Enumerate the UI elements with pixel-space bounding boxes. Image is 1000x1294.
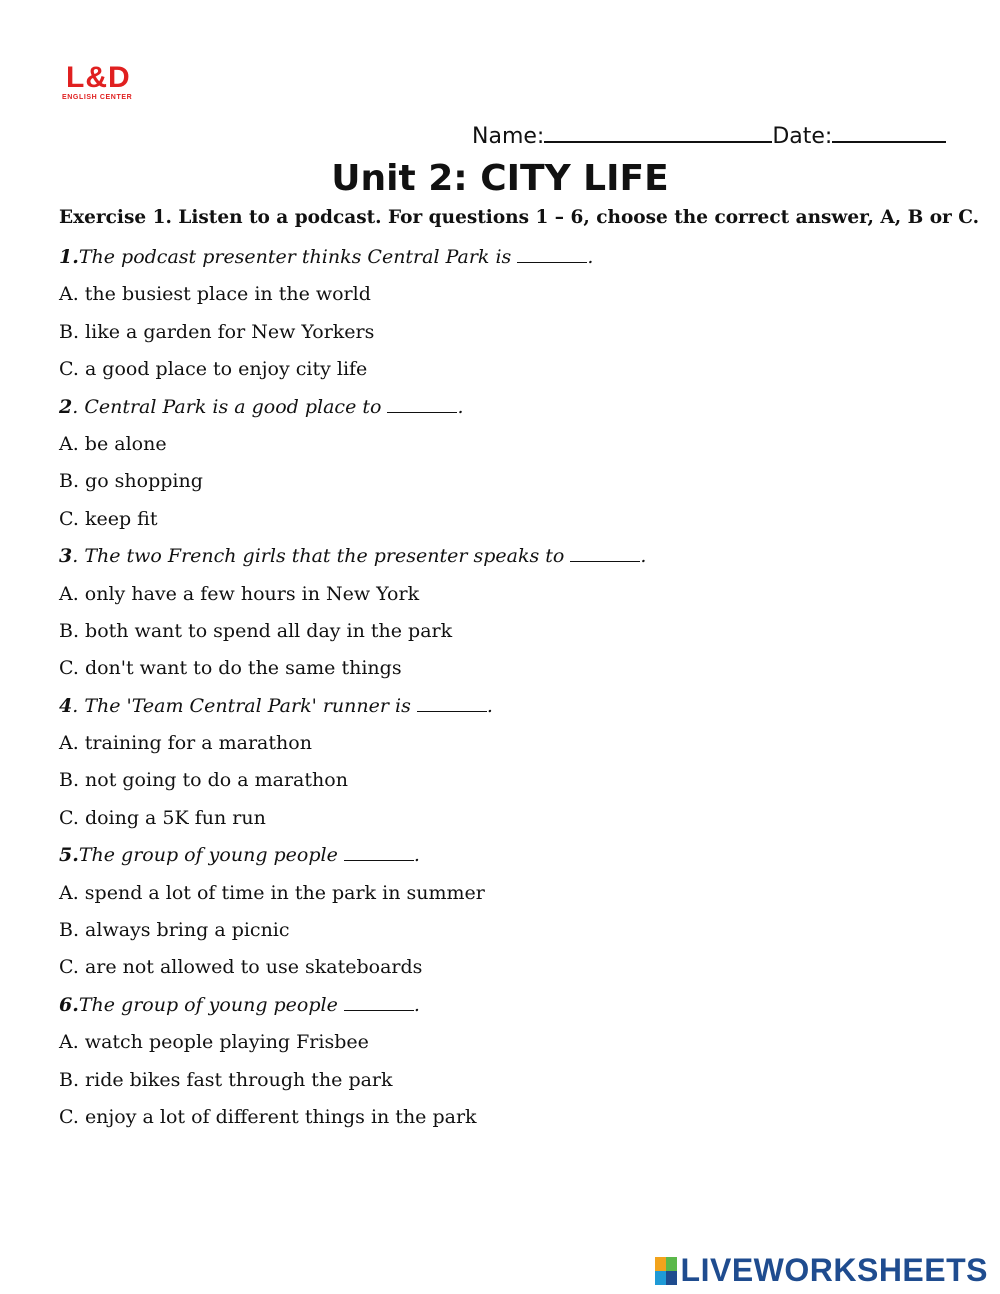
question-stem: The podcast presenter thinks Central Park is xyxy=(78,246,512,268)
answer-blank[interactable] xyxy=(344,992,414,1011)
option-5-a[interactable]: A. spend a lot of time in the park in summer xyxy=(59,881,485,904)
option-5-b[interactable]: B. always bring a picnic xyxy=(59,919,290,942)
footer-brand xyxy=(655,1252,988,1289)
liveworksheets-text: LIVEWORKSHEETS xyxy=(680,1252,988,1288)
answer-blank[interactable] xyxy=(417,693,487,712)
option-1-c[interactable]: C. a good place to enjoy city life xyxy=(59,358,368,381)
question-end: . xyxy=(486,694,493,717)
question-number: 3 xyxy=(59,545,73,568)
question-stem: . The 'Team Central Park' runner is xyxy=(72,694,411,717)
option-2-a[interactable]: A. be alone xyxy=(59,432,167,455)
question-list xyxy=(59,244,959,1141)
question-number: 5. xyxy=(59,844,79,867)
question-number: 1. xyxy=(59,246,79,268)
question-end: . xyxy=(457,395,464,418)
option-5-c[interactable]: C. are not allowed to use skateboards xyxy=(59,956,423,979)
answer-blank[interactable] xyxy=(517,244,587,263)
name-label: Name: xyxy=(472,124,545,149)
option-6-c[interactable]: C. enjoy a lot of different things in the park xyxy=(59,1105,477,1128)
logo xyxy=(60,62,150,101)
exercise-instruction: Exercise 1. Listen to a podcast. For questions 1 – 6, choose the correct answer, A, B or C. xyxy=(59,207,980,228)
question-number: 2 xyxy=(59,395,73,418)
option-3-b[interactable]: B. both want to spend all day in the park xyxy=(59,619,453,642)
option-3-c[interactable]: C. don't want to do the same things xyxy=(59,657,402,680)
question-stem: . Central Park is a good place to xyxy=(72,395,382,418)
question-number: 4 xyxy=(59,694,73,717)
option-1-b[interactable]: B. like a garden for New Yorkers xyxy=(59,320,375,343)
question-1 xyxy=(59,244,959,281)
question-stem: The group of young people xyxy=(78,993,338,1016)
answer-blank[interactable] xyxy=(570,543,640,562)
question-end: . xyxy=(587,246,594,268)
date-label: Date: xyxy=(772,124,833,149)
answer-blank[interactable] xyxy=(387,394,457,413)
answer-blank[interactable] xyxy=(344,842,414,861)
name-field[interactable] xyxy=(544,121,772,143)
option-4-a[interactable]: A. training for a marathon xyxy=(59,732,312,755)
question-end: . xyxy=(413,844,420,867)
option-2-c[interactable]: C. keep fit xyxy=(59,507,158,530)
option-1-a[interactable]: A. the busiest place in the world xyxy=(59,283,371,306)
question-end: . xyxy=(640,545,647,568)
question-3 xyxy=(59,543,959,580)
question-end: . xyxy=(413,993,420,1016)
option-3-a[interactable]: A. only have a few hours in New York xyxy=(59,582,420,605)
date-field[interactable] xyxy=(832,121,946,143)
logo-main-text: L&D xyxy=(66,61,131,94)
page-title: Unit 2: CITY LIFE xyxy=(331,158,669,199)
question-2 xyxy=(59,394,959,431)
option-6-b[interactable]: B. ride bikes fast through the park xyxy=(59,1068,393,1091)
option-6-a[interactable]: A. watch people playing Frisbee xyxy=(59,1031,369,1054)
option-4-b[interactable]: B. not going to do a marathon xyxy=(59,769,348,792)
question-6 xyxy=(59,992,959,1029)
question-stem: . The two French girls that the presenter speaks to xyxy=(72,545,565,568)
question-5 xyxy=(59,842,959,879)
question-4 xyxy=(59,693,959,730)
option-4-c[interactable]: C. doing a 5K fun run xyxy=(59,806,266,829)
name-date-header xyxy=(472,121,946,149)
option-2-b[interactable]: B. go shopping xyxy=(59,470,203,493)
question-number: 6. xyxy=(59,993,79,1016)
logo-sub-text: ENGLISH CENTER xyxy=(62,94,133,101)
question-stem: The group of young people xyxy=(78,844,338,867)
liveworksheets-icon xyxy=(655,1257,677,1285)
